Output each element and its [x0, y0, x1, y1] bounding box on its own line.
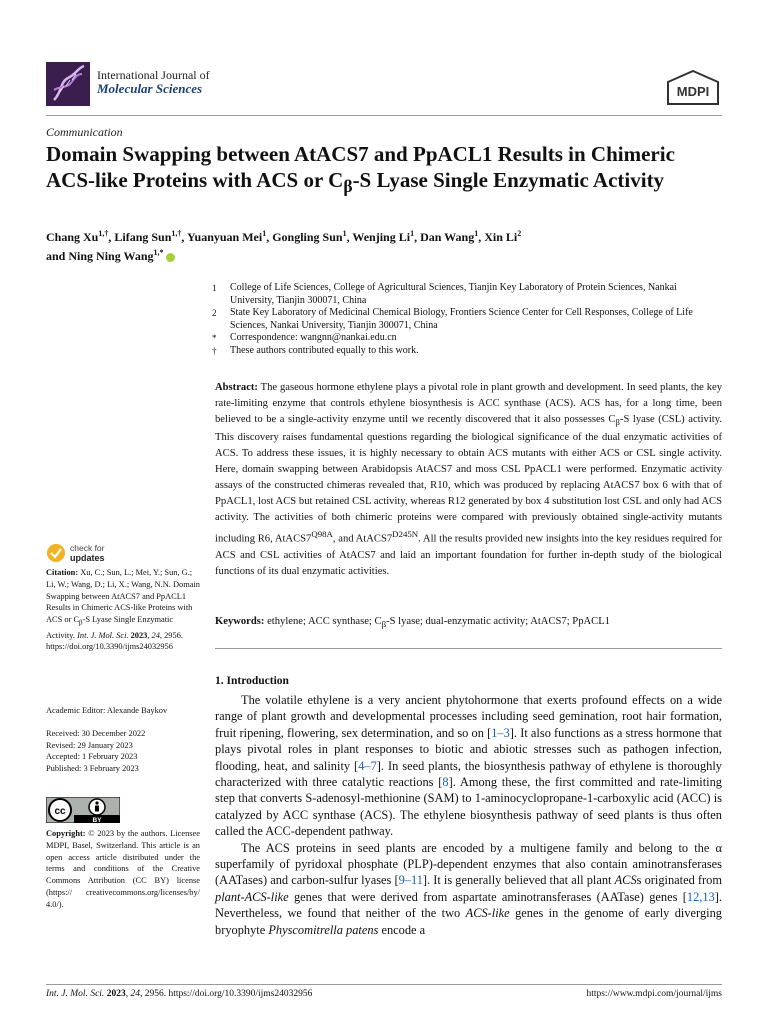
affiliation-item: [212, 282, 722, 307]
section-heading: 1. Introduction: [215, 675, 289, 687]
keywords: [215, 614, 722, 632]
text: Physcomitrella patens: [268, 922, 379, 937]
journal-logo-icon: [46, 62, 90, 106]
abstract-sub: β: [615, 417, 620, 428]
citation-text: Xu, C.; Sun, L.; Mei, Y.; Sun, G.; Li, W.; Wang, D.; Li, X.; Wang, N.N. Domain Swapping between AtACS7 and PpACL1 Results in Chimeric ACS-like Proteins with ACS or C: [46, 568, 200, 625]
introduction-body: [215, 692, 722, 938]
author-list: Chang $Xu^{1,\dagger}$, Lifang Sun$^{1,\dagger}$, Yuanyuan Mei$^1$, Gongling Sun$^1$, Wenjing Li$^1$, Dan Wang$^1$, Xin Li$^2$ and Ning Ning Wang$^{1,*}$: [46, 229, 522, 263]
mdpi-logo-icon: [666, 70, 720, 106]
article-title: [46, 141, 722, 199]
author-affil-sup: 1,*: [153, 248, 164, 257]
author[interactable]: Lifang Sun: [114, 230, 172, 244]
author[interactable]: Ning Ning Wang: [68, 249, 154, 263]
affiliation-mark: 2: [212, 308, 217, 318]
author[interactable]: Wenjing Li: [352, 230, 411, 244]
text: ACS-like: [465, 906, 510, 921]
copyright-text: © 2023 by the authors. Licensee MDPI, Basel, Switzerland. This article is an open access article distributed under the terms and conditions of the Creative Commons Attribution (CC BY) license (https:// creativecommons.org/licenses/by/ 4.0/).: [46, 829, 200, 909]
footer-journal: Int. J. Mol. Sci.: [46, 989, 105, 999]
text: ]. It also functions as a stress hormone that plays pivotal roles in plant responses to biotic and abiotic stresses such as pathogen infection, flooding, heat, and salinity [: [215, 725, 722, 773]
affiliation-mark: *: [212, 333, 217, 343]
footer-year: 2023: [106, 989, 126, 999]
author-affil-sup: 1,†: [171, 229, 182, 238]
journal-name-line2: Molecular Sciences: [97, 81, 203, 96]
mdpi-logo-text: MDPI: [676, 84, 710, 99]
author-affil-sup: 1,†: [98, 229, 109, 238]
footer-doi[interactable]: , 2956. https://doi.org/10.3390/ijms24032956: [139, 989, 313, 999]
author-affil-sup: 1: [342, 229, 347, 238]
article-type: Communication: [46, 125, 123, 139]
affiliation-mark: 1: [212, 283, 217, 293]
check-updates-line1: check for: [70, 543, 105, 553]
keywords-text: ethylene; ACC synthase; C: [267, 616, 382, 627]
footer-divider: [46, 984, 722, 985]
copyright-notice: [46, 828, 200, 911]
paragraph: [215, 840, 722, 938]
keywords-text: -S lyase; dual-enzymatic activity; AtACS7; PpACL1: [386, 616, 610, 627]
abstract-text: . All the results provided new insights into the key residues required for ACS and CSL activities of AtACS7 and laid an important foundation for further in-depth study of the biological functions of its dual enzymatic activities.: [215, 533, 722, 577]
reference-link[interactable]: 12,13: [686, 889, 715, 904]
reference-link[interactable]: 8: [442, 775, 449, 790]
author-affil-sup: 1: [262, 229, 267, 238]
date-revised: Revised: 29 January 2023: [46, 740, 133, 750]
academic-editor: Academic Editor: Alexande Baykov: [46, 706, 168, 715]
citation-doi[interactable]: , 2956. https://doi.org/10.3390/ijms24032956: [46, 630, 183, 652]
footer-volume: 24: [130, 989, 140, 999]
keywords-sub: β: [381, 619, 387, 630]
author-affil-sup: 2: [517, 229, 522, 238]
citation-journal: Int. J. Mol. Sci.: [77, 630, 129, 640]
text: ]. Among these, the first committed and rate-limiting step that converts S-adenosyl-methionine (SAM) to 1-aminocyclopropane-1-carboxylic acid (ACC) is catalyzed by ACC synthase (ACS). The ethylene biosynthesis pathway of seed plants is thus often called the ACC-dependent pathway.: [215, 775, 722, 839]
reference-link[interactable]: 4–7: [358, 758, 377, 773]
abstract: [215, 380, 722, 580]
affiliations: [212, 282, 722, 357]
header-divider: [46, 115, 722, 116]
cc-label: BY: [92, 817, 102, 823]
affiliation-item: [212, 332, 722, 345]
copyright-label: Copyright:: [46, 829, 86, 838]
citation: Citation: Xu, C.; Sun, L.; Mei, Y.; Sun, G.; Li, W.; Wang, D.; Li, X.; Wang, N.N. Domain Swapping between AtACS7 and PpACL1 Results in Chimeric ACS-like Proteins with ACS or $C_\beta-S$ Lyase Single Enzymatic Activity. Int. J. Mol. Sci. 2023, 24, 2956. https://doi.org/10.3390/ijms24032956: [46, 568, 200, 652]
title-part1: Domain Swapping between AtACS7 and PpACL1 Results in Chimeric ACS-like Proteins with ACS or C: [46, 142, 675, 192]
reference-link[interactable]: 9–11: [398, 873, 423, 888]
abstract-text: , and AtACS7: [332, 533, 393, 545]
text: The ACS proteins in seed plants are encoded by a multigene family and belong to the α superfamily of pyridoxal phosphate (PLP)-dependent enzymes that also contain aminotransferases (AATases) and carbon-sulfur lyases [: [215, 840, 722, 888]
abstract-sup: D245N: [392, 529, 419, 540]
text: The volatile ethylene is a very ancient phytohormone that exerts profound effects on a wide range of plant growth and developmental processes including seed gemination, root hair formation, fruit ripening, flowering, sex determination, and so on [: [215, 693, 722, 740]
author-affil-sup: 1: [474, 229, 479, 238]
cc-by-license-icon[interactable]: [46, 797, 120, 823]
date-published: Published: 3 February 2023: [46, 764, 139, 774]
text: genes that were derived from aspartate aminotransferases (AATase) genes [: [288, 889, 687, 904]
text: plant-ACS-like: [215, 889, 289, 904]
journal-name-line1: International Journal of: [97, 68, 210, 82]
publication-dates: [46, 728, 200, 775]
title-part2: -S Lyase Single Enzymatic Activity: [352, 168, 665, 192]
author-affil-sup: 1: [410, 229, 415, 238]
keywords-label: Keywords:: [215, 616, 265, 627]
author[interactable]: Chang Xu: [46, 230, 99, 244]
text: s originated from: [636, 873, 722, 888]
journal-name: [97, 68, 210, 96]
affiliation-item: [212, 307, 722, 332]
author[interactable]: Gongling Sun: [272, 230, 343, 244]
abstract-text: The gaseous hormone ethylene plays a pivotal role in plant growth and development. In seed plants, the key rate-limiting enzyme that controls ethylene biosynthesis is ACC synthase (ACS). ACS has, for a long time, been believed to be a single-activity enzyme until we recently discovered that it also possesses C: [215, 382, 722, 425]
text: ACS: [614, 873, 637, 888]
affiliation-item: [212, 345, 722, 358]
check-updates-line2: updates: [70, 553, 105, 563]
citation-volume: 24: [151, 630, 160, 640]
author[interactable]: Yuanyuan Mei: [186, 230, 263, 244]
citation-label: Citation:: [46, 568, 79, 577]
affiliation-text: State Key Laboratory of Medicinal Chemical Biology, Frontiers Science Center for Cell Responses, College of Life Sciences, Nankai University, Tianjin 300071, China: [230, 307, 693, 331]
text: genes in the genome of early diverging bryophyte: [215, 906, 722, 937]
text: ]. In seed plants, the biosynthesis pathway of ethylene is thoroughly characterized with three catalytic reactions [: [215, 758, 722, 790]
footer-journal-url[interactable]: https://www.mdpi.com/journal/ijms: [586, 989, 722, 999]
citation-year: 2023: [130, 630, 148, 640]
check-for-updates-badge[interactable]: [46, 541, 166, 565]
check-updates-icon: [47, 544, 65, 562]
keywords-divider: [215, 648, 722, 649]
reference-link[interactable]: 1–3: [491, 725, 510, 740]
text: ]. It is generally believed that all plant: [422, 873, 615, 888]
abstract-sup: Q98A: [311, 529, 333, 540]
affiliation-text: College of Life Sciences, College of Agricultural Sciences, Tianjin Key Laboratory of Protein Sciences, Nankai University, Tianjin 300071, China: [230, 282, 677, 306]
svg-text:cc: cc: [54, 806, 66, 817]
correspondence-email[interactable]: Correspondence: wangnn@nankai.edu.cn: [230, 332, 397, 343]
footer-citation: Int. J. Mol. Sci. 2023, 24, 2956. https://doi.org/10.3390/ijms24032956: [46, 989, 313, 999]
affiliation-mark: †: [212, 345, 217, 356]
text: ]. Nevertheless, we found that neither of the two: [215, 889, 722, 921]
citation-text: -S Lyase Single Enzymatic Activity.: [46, 615, 174, 640]
abstract-label: Abstract:: [215, 382, 258, 393]
date-received: Received: 30 December 2022: [46, 729, 146, 738]
author[interactable]: Dan Wang: [420, 230, 475, 244]
title-sub: β: [343, 176, 353, 197]
abstract-text: -S lyase (CSL) activity. This discovery raises fundamental questions regarding the biological significance of the dual enzymatic activities of ACS. To address these issues, it is highly necessary to obtain ACS mutants with either ACS or CSL single activity. Here, domain swapping between Arabidopsis AtACS7 and moss CSL PpACL1 were performed. Enzymatic activity assays of the constructed chimeras revealed that, R10, which was produced by replacing AtACS7 box 6 with that of PpACL1, lost ACS but retained CSL activity, whereas R12 generated by box 4 substitution lost CSL and only had ACS activity. The activities of both chimeric proteins were compared with previously obtained single-activity mutants including R6, AtACS7: [215, 414, 722, 545]
citation-sub: β: [79, 618, 83, 627]
author[interactable]: Xin Li: [484, 230, 518, 244]
text: encode a: [378, 922, 426, 937]
date-accepted: Accepted: 1 February 2023: [46, 752, 138, 762]
orcid-icon[interactable]: [166, 253, 175, 262]
affiliation-text: These authors contributed equally to this work.: [230, 344, 419, 356]
paragraph: [215, 692, 722, 840]
